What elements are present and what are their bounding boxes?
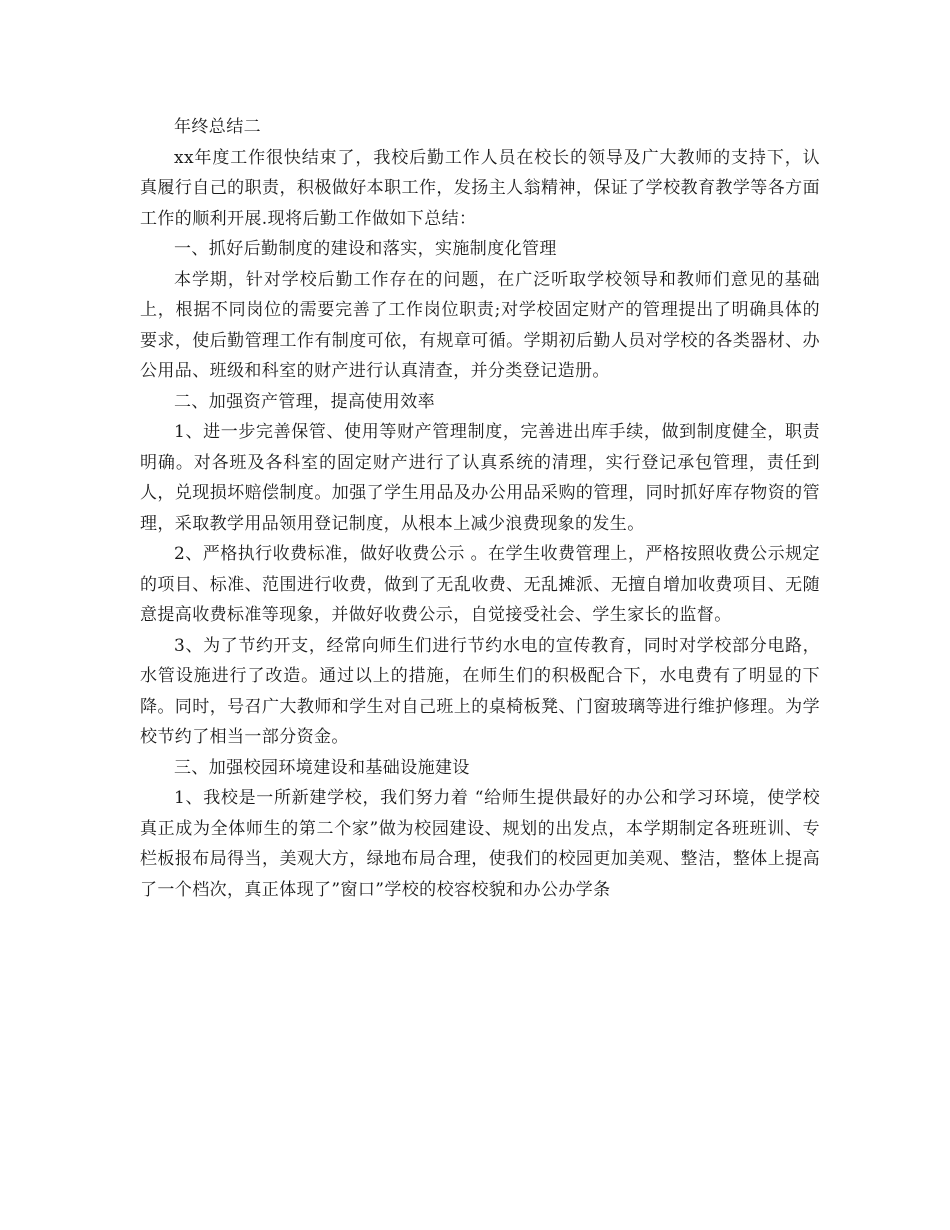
section-2-item-2: 2、严格执行收费标准，做好收费公示 。在学生收费管理上，严格按照收费公示规定的项目、标准、范围进行收费，做到了无乱收费、无乱摊派、无擅自增加收费项目、无随意提高收费标准等现象，并做好收费公示，自觉接受社会、学生家长的监督。: [140, 544, 820, 625]
document-title: 年终总结二: [174, 117, 261, 137]
section-heading-1: 一、抓好后勤制度的建设和落实，实施制度化管理: [174, 239, 557, 259]
intro-paragraph: xx年度工作很快结束了，我校后勤工作人员在校长的领导及广大教师的支持下，认真履行自己的职责，积极做好本职工作，发扬主人翁精神，保证了学校教育教学等各方面工作的顺利开展.现将后勤工作做如下总结：: [140, 147, 820, 229]
section-1-paragraph: 本学期，针对学校后勤工作存在的问题，在广泛听取学校领导和教师们意见的基础上，根据不同岗位的需要完善了工作岗位职责;对学校固定财产的管理提出了明确具体的要求，使后勤管理工作有制度可依，有规章可循。学期初后勤人员对学校的各类器材、办公用品、班级和科室的财产进行认真清查，并分类登记造册。: [140, 269, 820, 381]
section-2-item-1: 1、进一步完善保管、使用等财产管理制度，完善进出库手续，做到制度健全，职责明确。对各班及各科室的固定财产进行了认真系统的清理，实行登记承包管理，责任到人，兑现损坏赔偿制度。加强了学生用品及办公用品采购的管理，同时抓好库存物资的管理，采取教学用品领用登记制度，从根本上减少浪费现象的发生。: [140, 422, 820, 534]
section-heading-2: 二、加强资产管理，提高使用效率: [174, 391, 435, 412]
document-body: [140, 112, 820, 905]
section-heading-3: 三、加强校园环境建设和基础设施建设: [174, 757, 470, 778]
section-2-item-3: 3、为了节约开支，经常向师生们进行节约水电的宣传教育，同时对学校部分电路，水管设施进行了改造。通过以上的措施，在师生们的积极配合下，水电费有了明显的下降。同时，号召广大教师和学生对自己班上的桌椅板凳、门窗玻璃等进行维护修理。为学校节约了相当一部分资金。: [140, 635, 820, 747]
section-3-item-1: 1、我校是一所新建学校，我们努力着 “给师生提供最好的办公和学习环境，使学校真正成为全体师生的第二个家”做为校园建设、规划的出发点，本学期制定各班班训、专栏板报布局得当，美观大方，绿地布局合理，使我们的校园更加美观、整洁，整体上提高了一个档次，真正体现了”窗口”学校的校容校貌和办公办学条: [140, 788, 820, 900]
